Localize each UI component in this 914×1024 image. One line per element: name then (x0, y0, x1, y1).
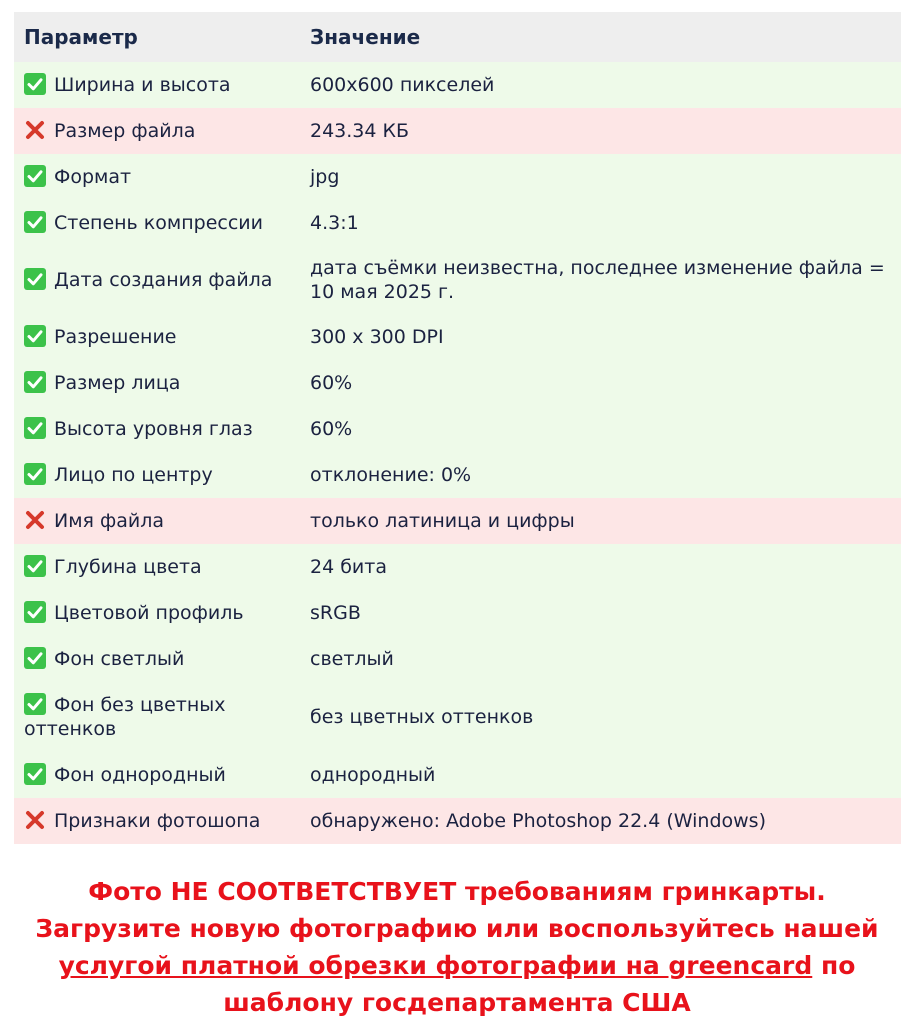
row-value: 24 бита (310, 556, 387, 578)
row-param (14, 119, 310, 143)
check-icon (24, 371, 46, 393)
crop-service-link[interactable]: услугой платной обрезки фотографии на greencard (58, 951, 813, 980)
row-param (14, 509, 310, 533)
check-icon (24, 693, 46, 715)
row-value: только латиница и цифры (310, 510, 575, 532)
row-param-label: Ширина и высота (54, 74, 231, 96)
table-row (14, 62, 901, 108)
row-value: 60% (310, 418, 353, 440)
row-value: светлый (310, 648, 394, 670)
table-row (14, 798, 901, 844)
results-table (14, 12, 901, 844)
row-value: однородный (310, 764, 436, 786)
table-row (14, 636, 901, 682)
check-icon (24, 165, 46, 187)
table-row (14, 682, 901, 752)
row-param (14, 211, 310, 235)
row-param (14, 693, 310, 741)
table-row (14, 544, 901, 590)
header-param: Параметр (24, 25, 138, 49)
check-icon (24, 73, 46, 95)
check-icon (24, 763, 46, 785)
check-icon (24, 417, 46, 439)
row-param (14, 555, 310, 579)
row-value: 300 x 300 DPI (310, 326, 444, 348)
table-row (14, 752, 901, 798)
row-value: jpg (310, 166, 340, 188)
row-param (14, 371, 310, 395)
message-line-2: Загрузите новую фотографию или воспользуйтесь нашей (35, 914, 879, 943)
check-icon (24, 601, 46, 623)
check-icon (24, 325, 46, 347)
table-row (14, 406, 901, 452)
row-value: 600x600 пикселей (310, 74, 495, 96)
row-value: обнаружено: Adobe Photoshop 22.4 (Windows) (310, 810, 766, 832)
table-row (14, 360, 901, 406)
row-value: без цветных оттенков (310, 706, 534, 728)
row-param-label: Цветовой профиль (54, 602, 244, 624)
row-value: дата съёмки неизвестна, последнее изменение файла = 10 мая 2025 г. (310, 257, 885, 303)
row-param (14, 763, 310, 787)
header-value: Значение (310, 25, 421, 49)
check-icon (24, 647, 46, 669)
check-icon (24, 463, 46, 485)
message-line-3 (0, 947, 914, 984)
row-param (14, 73, 310, 97)
cross-icon (24, 119, 46, 141)
table-row (14, 314, 901, 360)
table-row (14, 246, 901, 314)
row-param (14, 417, 310, 441)
table-row (14, 108, 901, 154)
row-param-label: Формат (54, 166, 132, 188)
row-value: отклонение: 0% (310, 464, 472, 486)
row-value: 4.3:1 (310, 212, 359, 234)
check-icon (24, 555, 46, 577)
table-row (14, 498, 901, 544)
cross-icon (24, 509, 46, 531)
row-param (14, 601, 310, 625)
row-param-label: Фон однородный (54, 764, 226, 786)
row-param (14, 165, 310, 189)
result-message (0, 873, 914, 1021)
row-param-label: Степень компрессии (54, 212, 263, 234)
row-param-label: Размер файла (54, 120, 196, 142)
row-param-label: Фон светлый (54, 648, 185, 670)
row-value: 60% (310, 372, 353, 394)
table-body (14, 62, 901, 844)
row-param-label: Имя файла (54, 510, 165, 532)
check-icon (24, 268, 46, 290)
row-value: sRGB (310, 602, 361, 624)
message-after-link: по (812, 951, 856, 980)
row-param (14, 809, 310, 833)
row-param (14, 647, 310, 671)
row-param (14, 463, 310, 487)
cross-icon (24, 809, 46, 831)
row-param (14, 268, 310, 292)
row-param-label: Размер лица (54, 372, 181, 394)
table-row (14, 200, 901, 246)
message-line-1: Фото НЕ СООТВЕТСТВУЕТ требованиям гринкарты. (88, 877, 826, 906)
row-param-label: Признаки фотошопа (54, 810, 261, 832)
row-param-label: Разрешение (54, 326, 177, 348)
check-icon (24, 211, 46, 233)
table-row (14, 154, 901, 200)
row-param-label: Высота уровня глаз (54, 418, 253, 440)
row-param-label: Глубина цвета (54, 556, 202, 578)
row-param-label: Фон без цветных оттенков (24, 694, 226, 740)
table-row (14, 590, 901, 636)
table-header (14, 12, 901, 62)
row-param-label: Дата создания файла (54, 269, 273, 291)
row-value: 243.34 КБ (310, 120, 410, 142)
row-param-label: Лицо по центру (54, 464, 213, 486)
row-param (14, 325, 310, 349)
table-row (14, 452, 901, 498)
message-line-4: шаблону госдепартамента США (223, 988, 691, 1017)
